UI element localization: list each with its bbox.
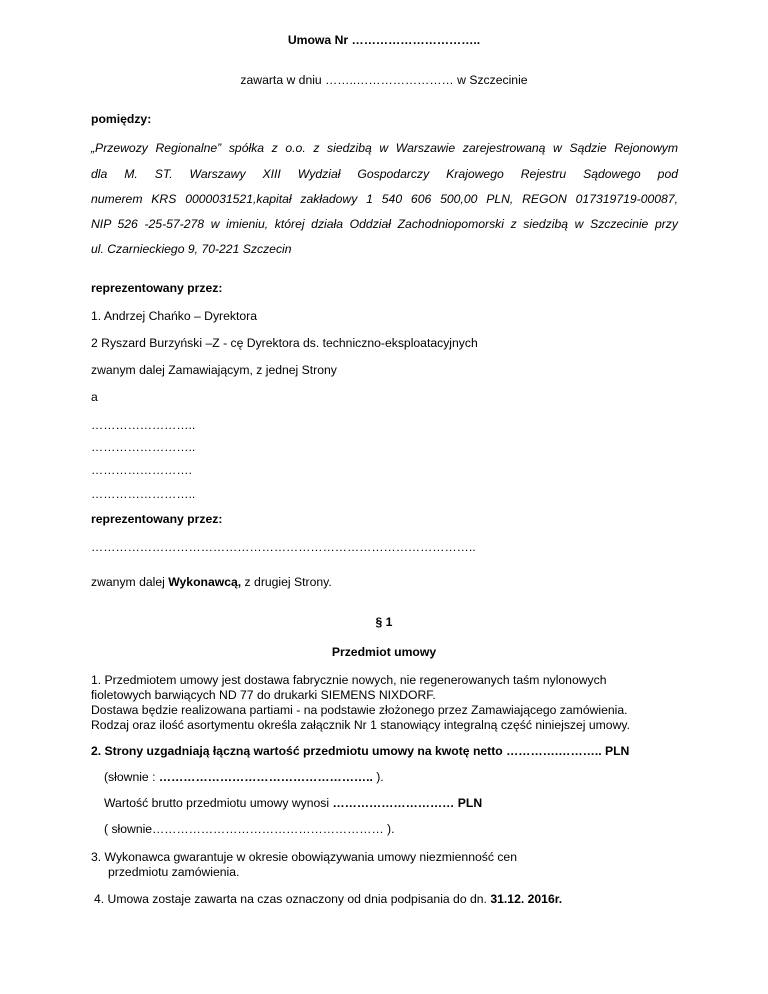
- representative-2: 2 Ryszard Burzyński –Z - cę Dyrektora ds. techniczno-eksploatacyjnych: [91, 336, 478, 350]
- p1-line-3: Dostawa będzie realizowana partiami - na podstawie złożonego przez Zamawiającego zamówienia.: [91, 703, 628, 717]
- section-number: § 1: [375, 615, 393, 629]
- p2-words-1-dots: ……………………………………………..: [158, 770, 377, 784]
- representative-1: 1. Andrzej Chańko – Dyrektora: [91, 309, 257, 323]
- represented-by-label: reprezentowany przez:: [91, 281, 223, 295]
- p2-words-1: [104, 770, 384, 785]
- contractor-dots-3: …………………….: [91, 463, 192, 477]
- p4-pre: 4. Umowa zostaje zawarta na czas oznaczony od dnia podpisania do dn.: [94, 892, 491, 906]
- contractor-line: [91, 575, 332, 590]
- contract-title: Umowa Nr …………………………..: [287, 33, 481, 47]
- contractor-dots-1: ……………………..: [91, 418, 196, 432]
- party1-line-1: „Przewozy Regionalne” spółka z o.o. z siedzibą w Warszawie zarejestrowaną w Sądzie Rejonowym: [91, 141, 678, 155]
- p1-line-4: Rodzaj oraz ilość asortymentu określa załącznik Nr 1 stanowiący integralną część niniejszej umowy.: [91, 718, 630, 732]
- p2-heading: 2. Strony uzgadniają łączną wartość przedmiotu umowy na kwotę netto ………….……….. PLN: [91, 744, 630, 758]
- and-label: a: [91, 390, 98, 404]
- party1-line-3: numerem KRS 0000031521,kapitał zakładowy 1 540 606 500,00 PLN, REGON 017319719-00087,: [91, 192, 678, 206]
- orderer-line: zwanym dalej Zamawiającym, z jednej Strony: [91, 363, 337, 377]
- party1-line-2: dla M. ST. Warszawy XIII Wydział Gospodarczy Krajowego Rejestru Sądowego pod: [91, 167, 678, 181]
- p1-line-2: fioletowych barwiących ND 77 do drukarki SIEMENS NIXDORF.: [91, 688, 436, 702]
- contractor-dots-4: ……………………..: [91, 487, 196, 501]
- represented-by-label-2: reprezentowany przez:: [91, 512, 223, 526]
- p2-words-1-post: ).: [376, 770, 384, 784]
- representative-dots: …………………………………………………………………………………..: [91, 540, 476, 554]
- p1-line-1: 1. Przedmiotem umowy jest dostawa fabrycznie nowych, nie regenerowanych taśm nylonowych: [91, 673, 607, 687]
- p2-words-2: ( słownie………………………………………………… ).: [104, 822, 395, 836]
- p2-brutto-bold: ………………………… PLN: [332, 796, 483, 810]
- p2-brutto-pre: Wartość brutto przedmiotu umowy wynosi: [104, 796, 333, 810]
- between-label: pomiędzy:: [91, 112, 152, 126]
- p2-brutto-line: [104, 796, 482, 811]
- p4-line: [94, 892, 562, 907]
- contractor-name-bold: Wykonawcą,: [168, 575, 242, 589]
- contractor-line-post: z drugiej Strony.: [241, 575, 332, 589]
- section-title: Przedmiot umowy: [331, 645, 437, 659]
- p3-line-1: 3. Wykonawca gwarantuje w okresie obowiązywania umowy niezmienność cen: [91, 850, 517, 864]
- date-line: zawarta w dniu ……..…………………… w Szczecinie: [240, 73, 528, 87]
- p2-words-1-pre: (słownie :: [104, 770, 159, 784]
- contractor-dots-2: ……………………..: [91, 440, 196, 454]
- party1-line-5: ul. Czarnieckiego 9, 70-221 Szczecin: [91, 242, 292, 256]
- p4-date-bold: 31.12. 2016r.: [490, 892, 563, 906]
- p3-line-2: przedmiotu zamówienia.: [108, 865, 240, 879]
- contractor-line-pre: zwanym dalej: [91, 575, 169, 589]
- party1-line-4: NIP 526 -25-57-278 w imieniu, której działa Oddział Zachodniopomorski z siedzibą w Szczecinie przy: [91, 217, 678, 231]
